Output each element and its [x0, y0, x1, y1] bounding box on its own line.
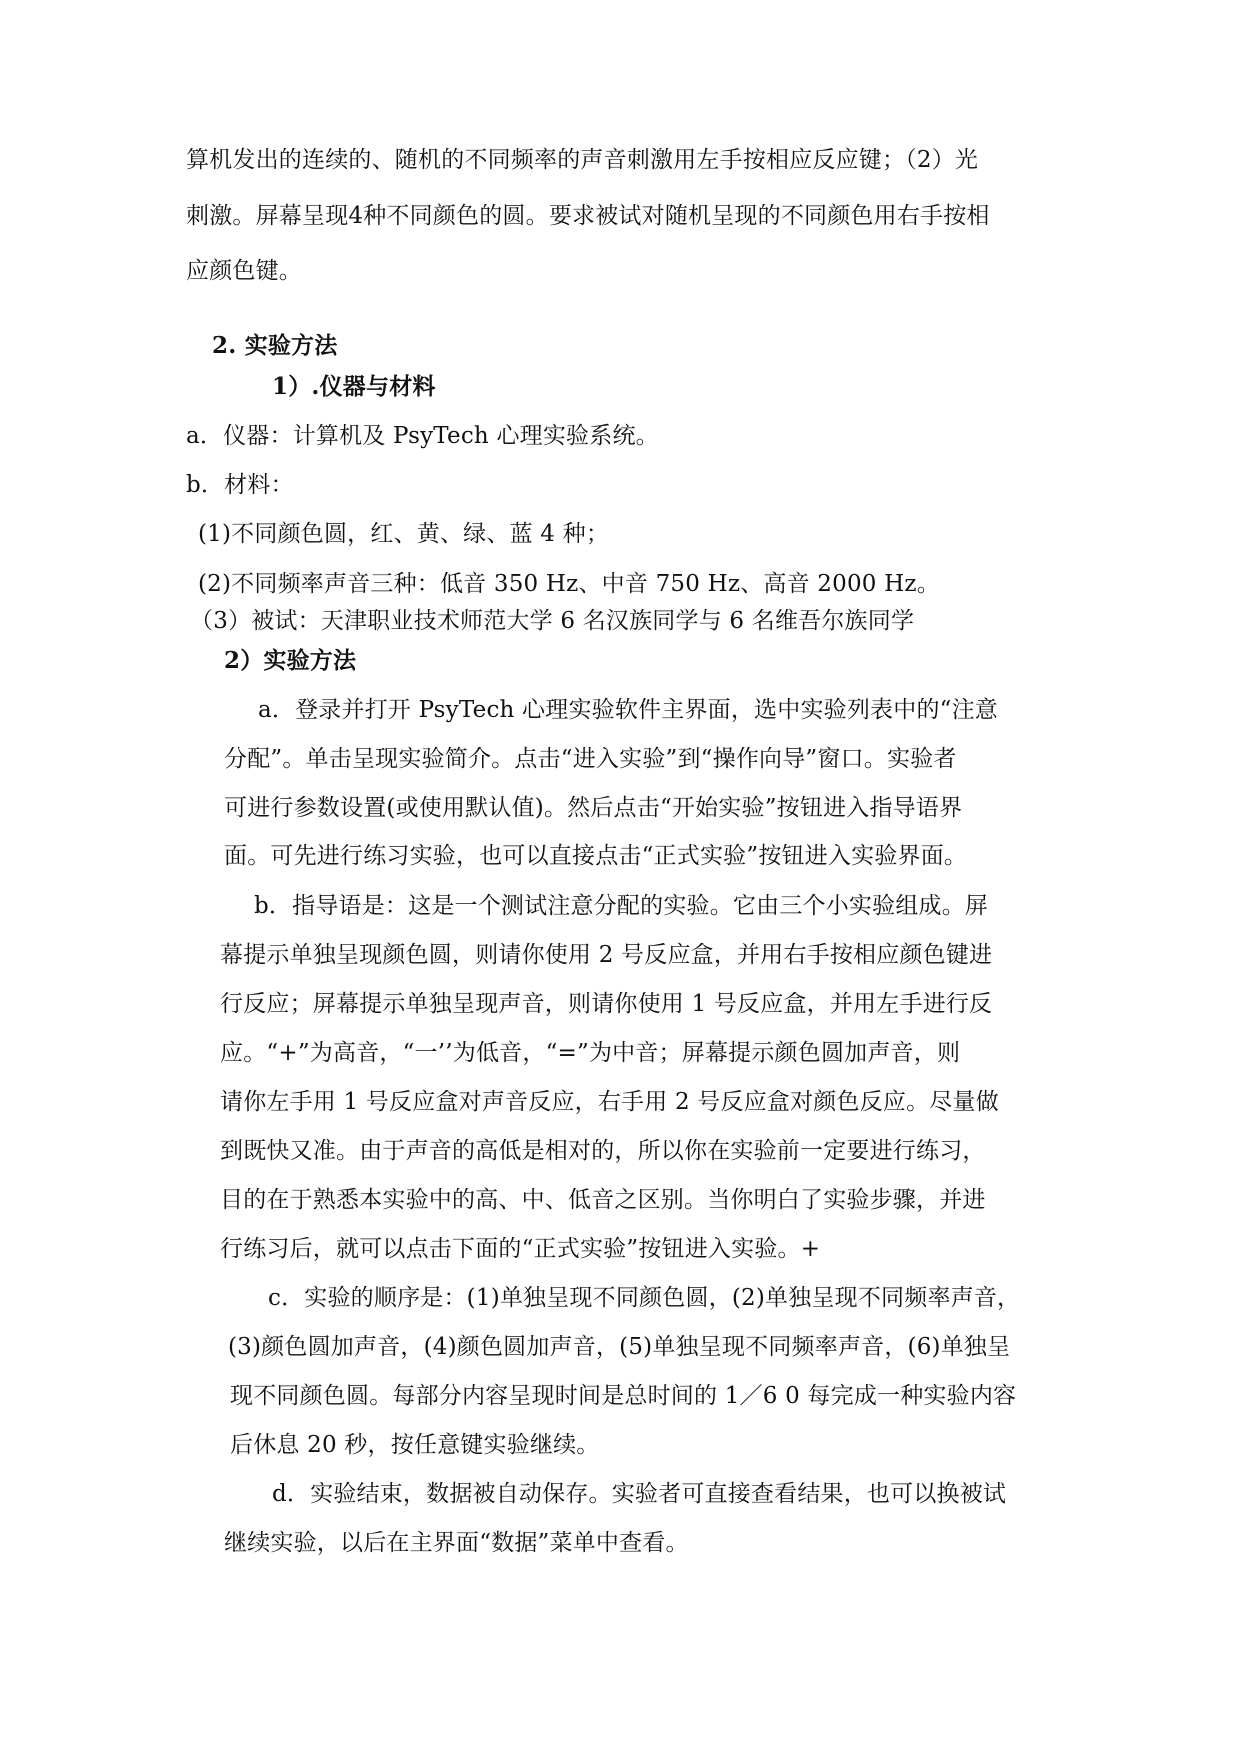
material-item-1: (1)不同颜色圆，红、黄、绿、蓝 4 种；: [198, 521, 610, 547]
step-b-line-8: 行练习后，就可以点击下面的“正式实验”按钮进入实验。+: [220, 1236, 821, 1262]
step-d-line-1: d．实验结束，数据被自动保存。实验者可直接查看结果，也可以换被试: [272, 1481, 1007, 1507]
step-a-line-1: a．登录并打开 PsyTech 心理实验软件主界面，选中实验列表中的“注意: [258, 697, 999, 723]
step-b-line-4: 应。“+”为高音，“一’’为低音，“=”为中音；屏幕提示颜色圆加声音，则: [220, 1040, 961, 1066]
step-b-line-6: 到既快又准。由于声音的高低是相对的，所以你在实验前一定要进行练习，: [220, 1138, 986, 1164]
step-b-line-7: 目的在于熟悉本实验中的高、中、低音之区别。当你明白了实验步骤，并进: [220, 1187, 986, 1213]
step-d-line-2: 继续实验，以后在主界面“数据”菜单中查看。: [224, 1530, 689, 1556]
step-b-line-3: 行反应；屏幕提示单独呈现声音，则请你使用 1 号反应盒，并用左手进行反: [220, 991, 993, 1017]
subsection-2-heading: 2）实验方法: [224, 647, 357, 674]
materials-label: b．材料：: [186, 472, 294, 498]
intro-line-1: 算机发出的连续的、随机的不同频率的声音刺激用左手按相应反应键；（2）光: [186, 147, 979, 173]
step-a-line-3: 可进行参数设置(或使用默认值)。然后点击“开始实验”按钮进入指导语界: [224, 795, 963, 821]
section-heading: 2. 实验方法: [212, 332, 338, 359]
step-a-line-4: 面。可先进行练习实验，也可以直接点击“正式实验”按钮进入实验界面。: [224, 843, 968, 869]
step-a-line-2: 分配”。单击呈现实验简介。点击“进入实验”到“操作向导”窗口。实验者: [224, 746, 957, 772]
instrument-line: a．仪器：计算机及 PsyTech 心理实验系统。: [186, 423, 659, 449]
step-c-line-1: c．实验的顺序是：(1)单独呈现不同颜色圆，(2)单独呈现不同频率声音，: [268, 1285, 1021, 1311]
step-b-line-1: b．指导语是：这是一个测试注意分配的实验。它由三个小实验组成。屏: [254, 893, 989, 919]
step-c-line-3: 现不同颜色圆。每部分内容呈现时间是总时间的 1／6 0 每完成一种实验内容: [230, 1383, 1017, 1409]
intro-line-3: 应颜色键。: [186, 258, 302, 284]
material-item-2: (2)不同频率声音三种：低音 350 Hz、中音 750 Hz、高音 2000 Hz。: [198, 571, 940, 597]
step-b-line-5: 请你左手用 1 号反应盒对声音反应，右手用 2 号反应盒对颜色反应。尽量做: [220, 1089, 999, 1115]
step-b-line-2: 幕提示单独呈现颜色圆，则请你使用 2 号反应盒，并用右手按相应颜色键进: [220, 942, 993, 968]
step-c-line-2: (3)颜色圆加声音，(4)颜色圆加声音，(5)单独呈现不同频率声音，(6)单独呈: [228, 1334, 1011, 1360]
intro-line-2: 刺激。屏幕呈现4种不同颜色的圆。要求被试对随机呈现的不同颜色用右手按相: [186, 203, 990, 229]
material-item-3: （3）被试：天津职业技术师范大学 6 名汉族同学与 6 名维吾尔族同学: [190, 608, 915, 634]
step-c-line-4: 后休息 20 秒，按任意键实验继续。: [230, 1432, 600, 1458]
subsection-1-heading: 1）.仪器与材料: [272, 373, 436, 400]
